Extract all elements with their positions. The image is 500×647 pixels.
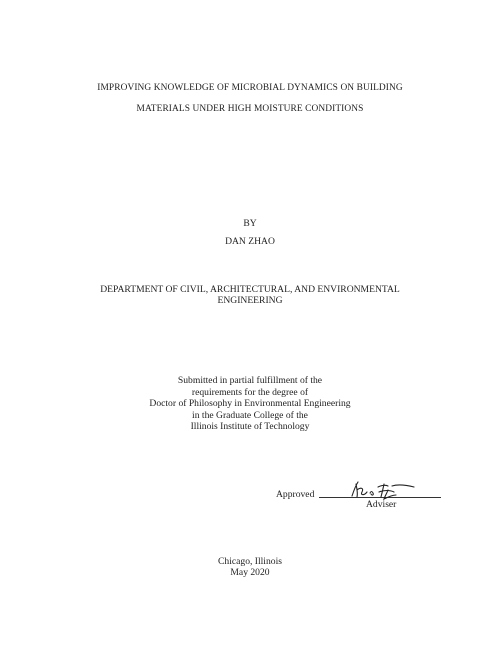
thesis-title-line-1: IMPROVING KNOWLEDGE OF MICROBIAL DYNAMICS ON BUILDING — [97, 83, 403, 93]
adviser-label: Adviser — [366, 499, 397, 510]
submission-line: requirements for the degree of — [191, 386, 309, 398]
submission-line: Illinois Institute of Technology — [190, 421, 310, 432]
location: Chicago, Illinois — [218, 556, 282, 567]
department-line-1: DEPARTMENT OF CIVIL, ARCHITECTURAL, AND ENVIRONMENTAL — [100, 284, 400, 295]
by-label: BY — [243, 218, 257, 229]
submission-date: May 2020 — [230, 567, 270, 578]
approval-block — [276, 486, 446, 516]
approved-label: Approved — [276, 489, 315, 500]
author-name: DAN ZHAO — [225, 236, 275, 247]
submission-line: Submitted in partial fulfillment of the — [177, 375, 323, 386]
department-line-2: ENGINEERING — [217, 295, 283, 306]
submission-line: in the Graduate College of the — [192, 409, 308, 421]
submission-line: Doctor of Philosophy in Environmental Engineering — [149, 398, 351, 409]
thesis-title-line-2: MATERIALS UNDER HIGH MOISTURE CONDITIONS — [136, 104, 364, 114]
submission-statement — [0, 375, 500, 433]
